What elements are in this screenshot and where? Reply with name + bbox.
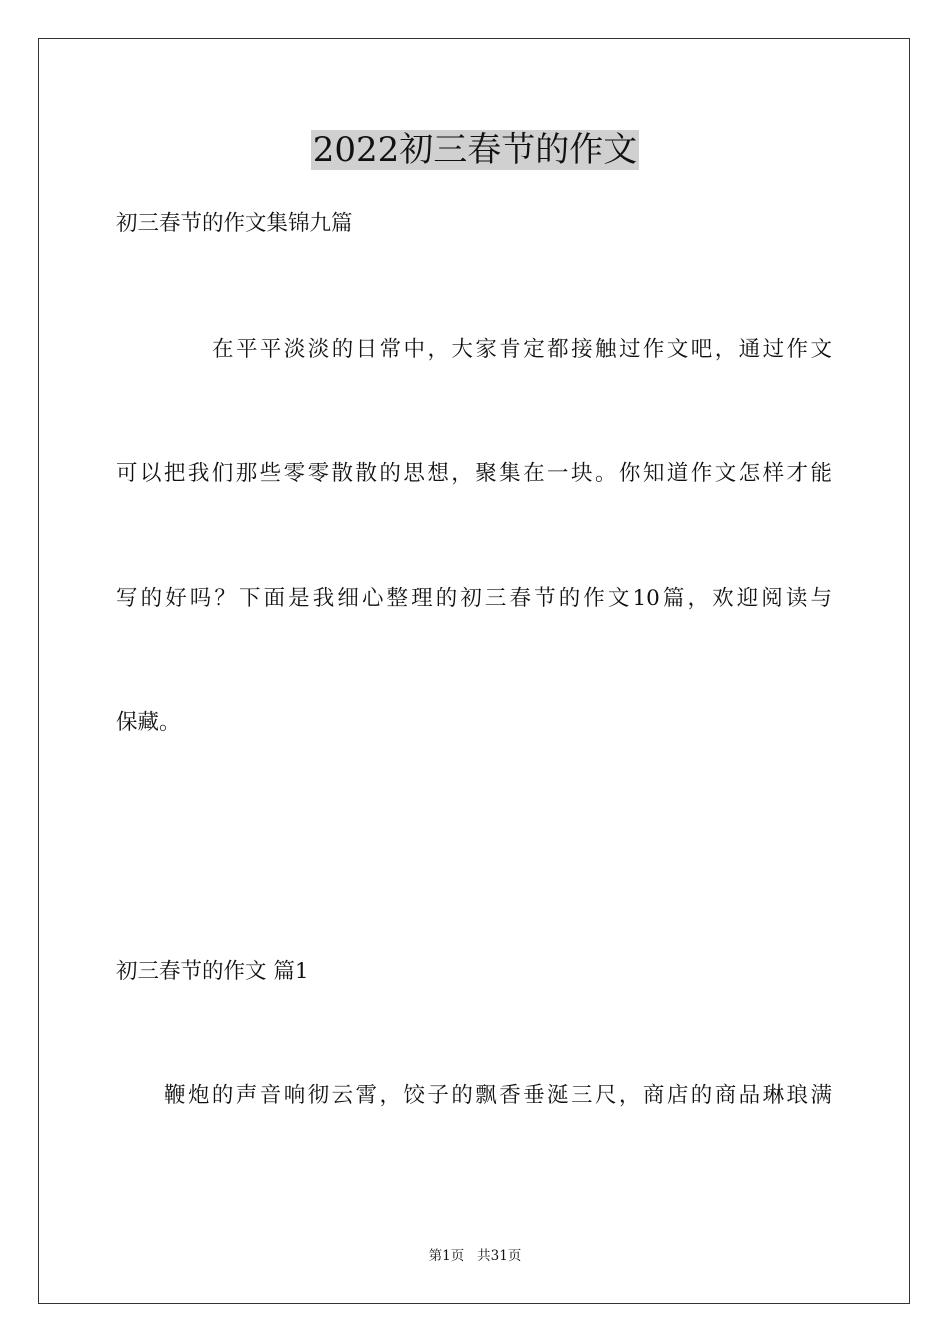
page-number-footer: 第1页 共31页	[428, 1248, 522, 1264]
section-paragraph-line-1: 鞭炮的声音响彻云霄，饺子的飘香垂涎三尺，商店的商品琳琅满	[164, 1083, 832, 1108]
intro-paragraph-line-3: 写的好吗？下面是我细心整理的初三春节的作文10篇，欢迎阅读与	[116, 586, 832, 611]
document-subtitle: 初三春节的作文集锦九篇	[116, 211, 353, 236]
intro-paragraph-line-4: 保藏。	[116, 710, 181, 735]
document-title	[0, 128, 950, 172]
intro-paragraph-line-1: 在平平淡淡的日常中，大家肯定都接触过作文吧，通过作文	[212, 337, 832, 362]
document-title-text: 2022初三春节的作文	[312, 130, 638, 170]
section-heading: 初三春节的作文 篇1	[116, 959, 309, 984]
intro-paragraph-line-2: 可以把我们那些零零散散的思想，聚集在一块。你知道作文怎样才能	[116, 461, 832, 486]
